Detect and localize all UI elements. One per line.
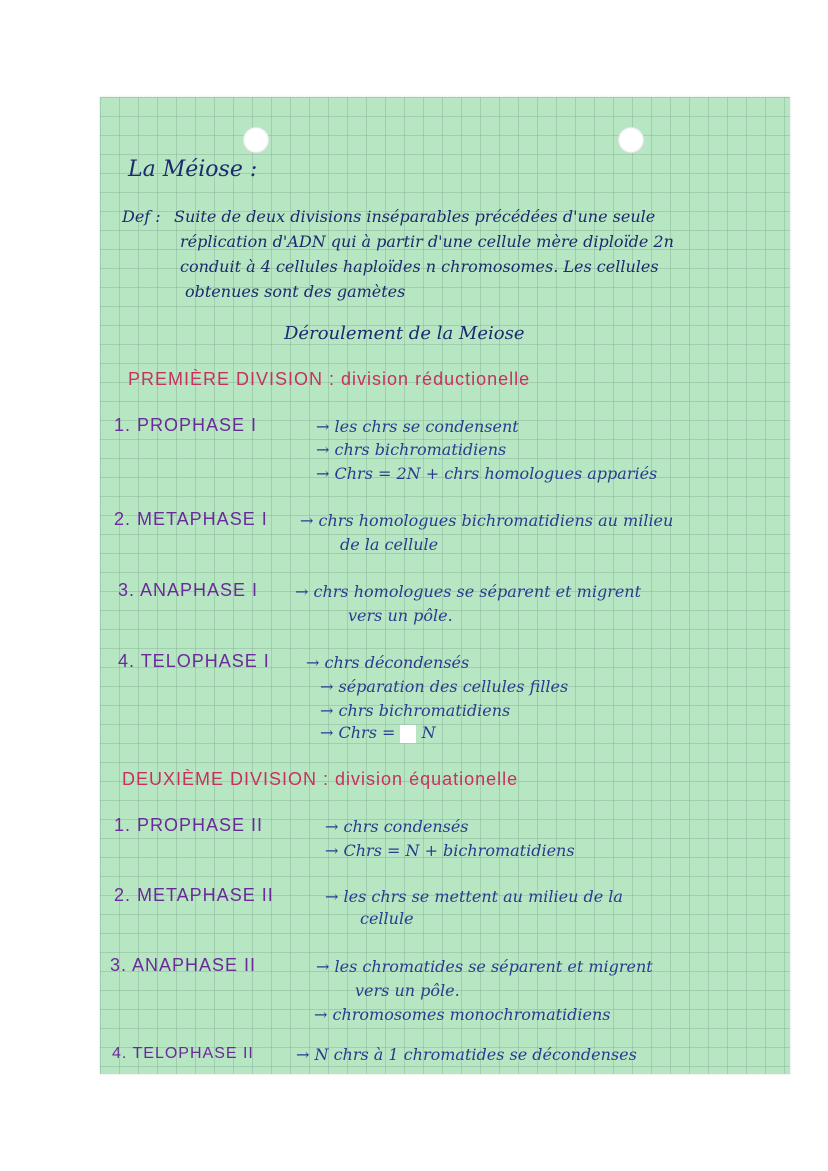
- phase-line: → les chromatides se séparent et migrent: [316, 957, 653, 976]
- phase-line: → chromosomes monochromatidiens: [314, 1005, 611, 1024]
- division-2-heading: DEUXIÈME DIVISION : division équationelle: [122, 769, 519, 789]
- phase-label-prophase-1: 1. PROPHASE I: [114, 415, 258, 435]
- phase-line: → chrs condensés: [325, 817, 469, 836]
- phase-label-prophase-2: 1. PROPHASE II: [114, 815, 264, 835]
- phase-line: → chrs décondensés: [306, 653, 470, 672]
- phase-line: → les chrs se condensent: [316, 417, 519, 436]
- section-title: Déroulement de la Meiose: [284, 323, 525, 344]
- phase-line-text: → Chrs =: [320, 723, 396, 742]
- phase-line: vers un pôle.: [348, 606, 453, 625]
- phase-line-suffix: N: [421, 723, 436, 742]
- phase-label-metaphase-1: 2. METAPHASE I: [114, 509, 268, 529]
- phase-line: → chrs homologues se séparent et migrent: [295, 582, 642, 601]
- definition-line-4: obtenues sont des gamètes: [185, 282, 406, 301]
- phase-label-anaphase-1: 3. ANAPHASE I: [118, 580, 259, 600]
- definition-label: Def :: [122, 207, 161, 226]
- phase-line: → Chrs = 2N + chrs homologues appariés: [316, 464, 658, 483]
- definition-line-3: conduit à 4 cellules haploïdes n chromosomes. Les cellules: [180, 257, 659, 276]
- phase-line: vers un pôle.: [355, 981, 460, 1000]
- division-1-heading: PREMIÈRE DIVISION : division réductionelle: [128, 369, 531, 389]
- definition-line-1: Suite de deux divisions inséparables précédées d'une seule: [174, 207, 656, 226]
- graph-paper-sheet: [100, 97, 790, 1074]
- blank-patch: [400, 725, 416, 743]
- phase-label-metaphase-2: 2. METAPHASE II: [114, 885, 274, 905]
- phase-line: → séparation des cellules filles: [320, 677, 569, 696]
- phase-line: [320, 723, 436, 743]
- phase-line: → N chrs à 1 chromatides se décondenses: [296, 1045, 637, 1064]
- phase-line: → les chrs se mettent au milieu de la: [325, 887, 623, 906]
- punch-hole-right: [618, 127, 644, 153]
- phase-line: → chrs bichromatidiens: [316, 440, 507, 459]
- punch-hole-left: [243, 127, 269, 153]
- phase-label-anaphase-2: 3. ANAPHASE II: [110, 955, 257, 975]
- phase-label-telophase-1: 4. TELOPHASE I: [118, 651, 270, 671]
- phase-line: de la cellule: [340, 535, 439, 554]
- phase-label-telophase-2: 4. TELOPHASE II: [112, 1045, 254, 1062]
- phase-line: → chrs homologues bichromatidiens au milieu: [300, 511, 674, 530]
- definition-line-2: réplication d'ADN qui à partir d'une cellule mère diploïde 2n: [180, 232, 674, 251]
- page-title: La Méiose :: [128, 157, 258, 182]
- phase-line: cellule: [360, 909, 414, 928]
- phase-line: → chrs bichromatidiens: [320, 701, 511, 720]
- phase-line: → Chrs = N + bichromatidiens: [325, 841, 575, 860]
